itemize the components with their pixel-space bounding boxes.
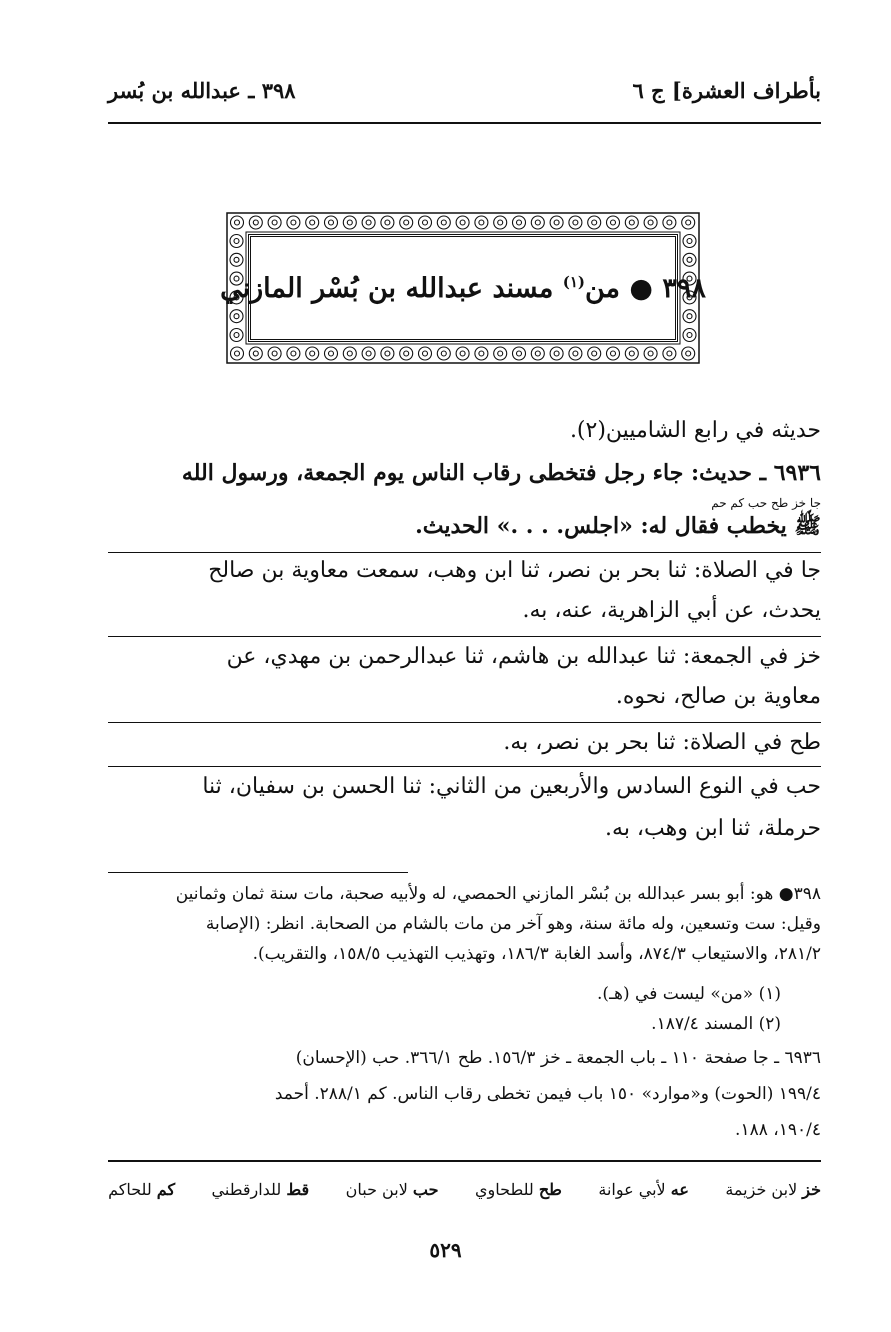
page-number: ٥٢٩ [429, 1238, 462, 1262]
abbr-item: قط للدارقطني [211, 1180, 310, 1199]
intro-line: حديثه في رابع الشاميين(٢). [569, 418, 821, 443]
section-name: مسند عبدالله بن بُسْر المازني [220, 272, 554, 304]
abbr-item: خز لابن خزيمة [725, 1180, 821, 1199]
footnote-hadith-1: ٦٩٣٦ ـ جا صفحة ١١٠ ـ باب الجمعة ـ خز ١٥٦/٣. طح ٣٦٦/١. حب (الإحسان) [295, 1048, 821, 1068]
source-codes: جا خز طح حب كم حم [711, 496, 821, 510]
abbr-item: عه لأبي عوانة [598, 1180, 689, 1199]
source-khuzayma-line2: معاوية بن صالح، نحوه. [615, 684, 821, 709]
source-khuzayma-line1: خز في الجمعة: ثنا عبدالله بن هاشم، ثنا عبدالرحمن بن مهدي، عن [226, 644, 821, 669]
section-bullet: ● [629, 272, 653, 304]
source-rule-1 [108, 636, 821, 637]
source-hibban-line1: حب في النوع السادس والأربعين من الثاني: ثنا الحسن بن سفيان، ثنا [202, 774, 821, 799]
footnote-2: (٢) المسند ١٨٧/٤. [651, 1014, 781, 1034]
section-number: ٣٩٨ [662, 272, 706, 304]
footnote-bio-2: وقيل: ست وتسعين، وله مائة سنة، وهو آخر من مات بالشام من الصحابة. انظر: (الإصابة [205, 914, 821, 934]
section-prefix: من [585, 272, 621, 304]
source-rule-2 [108, 722, 821, 723]
header-book-title: بأطراف العشرة] ج ٦ [632, 78, 821, 103]
hadith-heading: ٦٩٣٦ ـ حديث: جاء رجل فتخطى رقاب الناس يوم الجمعة، ورسول الله [181, 460, 821, 486]
abbreviations-rule [108, 1160, 821, 1162]
source-rule-3 [108, 766, 821, 767]
abbr-item: كم للحاكم [108, 1180, 176, 1199]
header-chapter-title: ٣٩٨ ـ عبدالله بن بُسر [108, 78, 296, 103]
footnote-hadith-3: ١٩٠/٤، ١٨٨. [735, 1120, 821, 1140]
footnote-hadith-2: ١٩٩/٤ (الحوت) و«موارد» ١٥٠ باب فيمن تخطى رقاب الناس. كم ٢٨٨/١. أحمد [274, 1084, 821, 1104]
source-jarud-line1: جا في الصلاة: ثنا بحر بن نصر، ثنا ابن وهب، سمعت معاوية بن صالح [208, 558, 821, 583]
hadith-heading-cont: ﷺ يخطب فقال له: «اجلس. . . .» الحديث. [415, 513, 821, 539]
footnote-bio-3: ٢٨١/٢، والاستيعاب ٨٧٤/٣، وأسد الغابة ١٨٦/٣، وتهذيب التهذيب ١٥٨/٥، والتقريب). [252, 944, 821, 964]
footnote-1: (١) «من» ليست في (هـ). [597, 984, 781, 1004]
footnote-ref: (١) [562, 272, 585, 291]
source-jarud-line2: يحدث، عن أبي الزاهرية، عنه، به. [522, 598, 821, 623]
source-hibban-line2: حرملة، ثنا ابن وهب، به. [605, 816, 821, 841]
source-tahawi-line: طح في الصلاة: ثنا بحر بن نصر، به. [503, 730, 821, 755]
main-text [108, 0, 821, 1332]
abbr-item: حب لابن حبان [345, 1180, 439, 1199]
abbr-item: طح للطحاوي [474, 1180, 562, 1199]
abbreviation-key [108, 1180, 821, 1199]
hadith-rule [108, 552, 821, 553]
footnote-separator [108, 872, 408, 873]
footnote-bio-1: ٣٩٨● هو: أبو بسر عبدالله بن بُسْر المازني الحمصي، له ولأبيه صحبة، مات سنة ثمان وثمانين [175, 884, 821, 904]
